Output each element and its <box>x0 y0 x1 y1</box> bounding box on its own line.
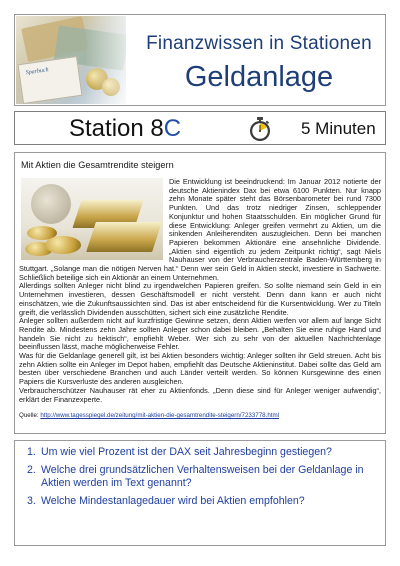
question-number: 1. <box>27 446 36 458</box>
worksheet-header <box>14 14 386 106</box>
questions-box <box>14 440 386 546</box>
article-paragraph: Was für die Geldanlage generell gilt, ist bei Aktien besonders wichtig: Anleger sollten ihr Geld streuen. Acht bis zehn Aktien sollte ein Anleger im Depot haben, empfiehlt das Deutsche Aktieninstitut. Dabei sollte das Geld am besten über verschiedene Branchen und auch Länder verteilt werden. So können Kursgewinne des einen Papiers die Kursverluste des anderen ausgleichen. <box>19 351 381 387</box>
article-source <box>19 412 381 420</box>
article-box <box>14 152 386 434</box>
question-text: Welche drei grundsätzlichen Verhaltensweisen bei der Geldanlage in Aktien werden im Text genannt? <box>41 464 364 489</box>
question-item <box>27 495 375 508</box>
station-label: Station 8C <box>69 115 182 142</box>
station-time: 5 Minuten <box>301 119 376 138</box>
article-paragraph: Verbraucherschützer Nauhauser rät eher zu Aktienfonds. „Denn diese sind für Anleger weniger aufwendig“, erklärt der Finanzexperte. <box>19 385 381 404</box>
article-paragraph: Allerdings sollten Anleger nicht blind zu irgendwelchen Papieren greifen. So sollte niemand sein Geld in ein Unternehmen investieren, dessen Geschäftsmodell er nicht versteht. Denn dann kann er auch nicht einschätzen, wie die Zukunftsaussichten sind. Das ist aber entscheidend für die Kursentwicklung. Wer zu Titeln greift, die verlässlich Dividenden ausschütten, sichert sich eine zusätzliche Rendite. <box>19 281 381 317</box>
worksheet-subtitle: Geldanlage <box>184 61 334 93</box>
article-paragraph: Anleger sollten außerdem nicht auf kurzfristige Gewinne setzen, denn Aktien werfen vor allem auf lange Sicht Rendite ab. Mindestens zehn Jahre sollten Anleger schon dabei bleiben. „Behalten Sie eine ruhige Hand und handeln Sie nicht zu hektisch“, empfiehlt Weber. Wer sich zu sehr von der aktuellen Nachrichtenlage beeinflussen lässt, mache möglicherweise Fehler. <box>19 316 381 352</box>
question-item <box>27 446 375 459</box>
question-text: Welche Mindestanlagedauer wird bei Aktien empfohlen? <box>41 495 305 507</box>
question-number: 3. <box>27 495 36 507</box>
station-bar <box>14 111 386 145</box>
article-title: Mit Aktien die Gesamtrendite steigern <box>21 160 174 170</box>
question-item <box>27 464 375 490</box>
source-link[interactable]: http://www.tagesspiegel.de/zeitung/mit-aktien-die-gesamtrendite-steigern/7233778.html <box>40 412 280 420</box>
question-text: Um wie viel Prozent ist der DAX seit Jahresbeginn gestiegen? <box>41 446 332 458</box>
stopwatch-icon <box>247 116 273 142</box>
station-letter: C <box>163 115 182 142</box>
article-paragraph: Die Entwicklung ist beeindruckend: Im Januar 2012 notierte der deutsche Aktienindex Dax bei etwa 6100 Punkten. Nur knapp zehn Monate später steht das Börsenbarometer bei rund 7300 Punkten. Und das trotz niedriger Zinsen, schleppender Konjunktur und hohen Staatsschulden. Ein möglicher Grund für diese Entwicklung: Anleger greifen vermehrt zu Aktien, um die sinkenden Anleiherenditen auszugleichen. Denn bei manchen Papieren bekommen Aktionäre eine ansehnliche Dividende. „Aktien sind eigentlich zu jedem Zeitpunkt richtig“, sagt Niels Nauhauser von der Verbraucherzentrale Baden-Württemberg in Stuttgart. „Solange man die nötigen Nerven hat.“ Denn wer sein Geld in Aktien steckt, investiere in Sachwerte. Schließlich beteilige sich ein Aktionär an einem Unternehmen. <box>19 177 381 282</box>
gold-coins-image <box>21 178 163 260</box>
question-number: 2. <box>27 464 36 476</box>
worksheet-title: Finanzwissen in Stationen <box>146 33 372 54</box>
source-label: Quelle: <box>19 412 41 420</box>
savings-book-label: Sparbuch <box>25 67 50 77</box>
savings-book-image <box>18 56 83 104</box>
